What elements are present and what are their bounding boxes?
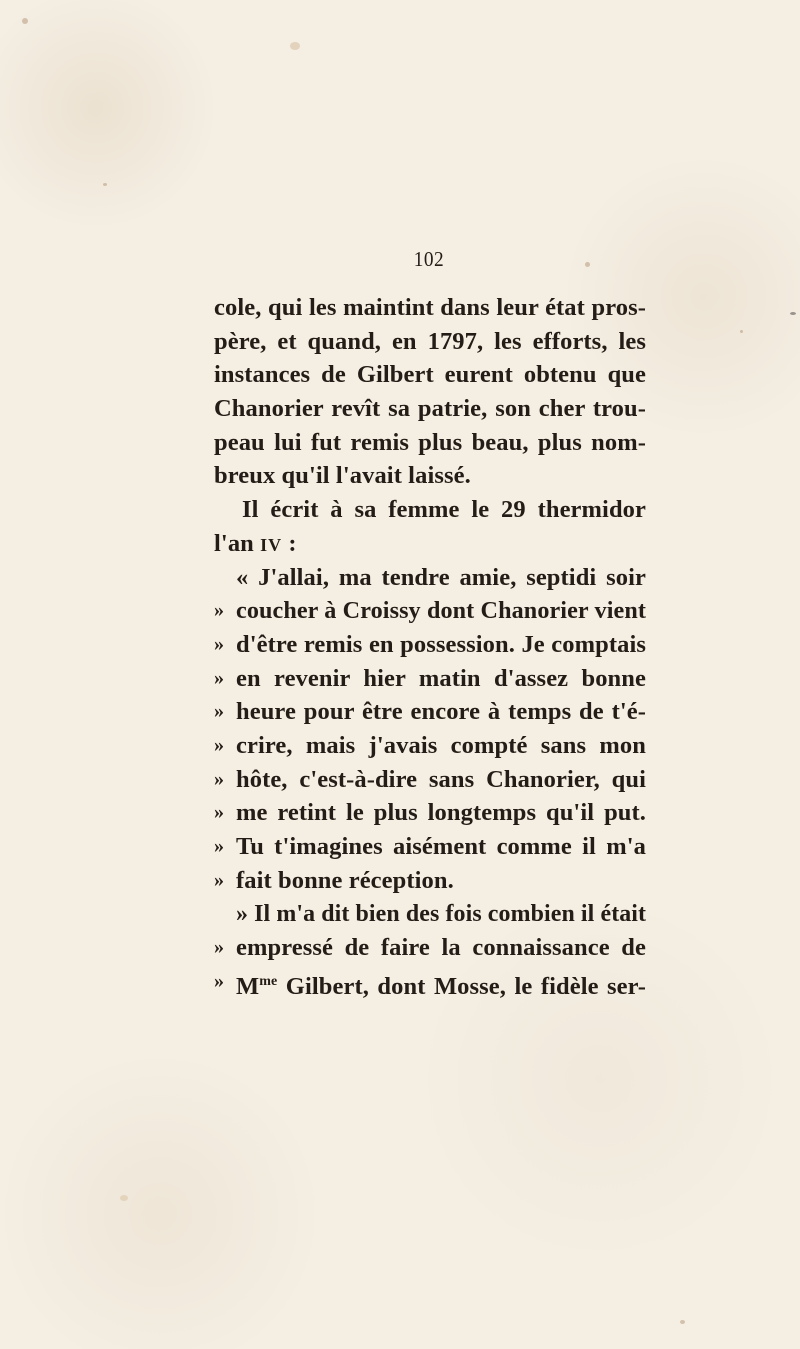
text-line — [214, 729, 646, 763]
paper-speck — [22, 18, 28, 24]
page-number: 102 — [413, 247, 445, 271]
paper-speck — [103, 183, 107, 186]
line-text: l'an IV : — [214, 529, 297, 557]
text-line — [214, 628, 646, 662]
quote-marker: » — [214, 666, 225, 689]
quote-marker: » — [214, 733, 225, 756]
line-text: » Il m'a dit bien des fois combien il était — [236, 900, 647, 928]
line-text: $M^{me}$ Gilbert, dont Mosse, le fidèle ser- — [236, 972, 646, 1000]
line-text: Il écrit à sa femme le 29 thermidor — [242, 496, 646, 524]
paper-speck — [680, 1320, 685, 1324]
quote-marker: » — [214, 936, 225, 959]
line-text: crire, mais j'avais compté sans mon — [236, 731, 646, 759]
text-line — [214, 392, 646, 426]
line-text: hôte, c'est-à-dire sans Chanorier, qui — [236, 765, 646, 793]
text-line — [214, 291, 646, 325]
line-text: d'être remis en possession. Je comptais — [236, 630, 646, 658]
quote-marker: » — [214, 835, 225, 857]
body-text — [214, 291, 646, 998]
text-line — [214, 830, 646, 864]
line-text: instances de Gilbert eurent obtenu que — [214, 361, 646, 389]
line-text: peau lui fut remis plus beau, plus nom- — [214, 428, 646, 456]
text-line — [214, 493, 646, 527]
line-text: père, et quand, en 1797, les efforts, les — [214, 327, 646, 355]
paper-speck — [120, 1195, 128, 1201]
line-text: breux qu'il l'avait laissé. — [214, 462, 471, 490]
quote-marker: » — [214, 969, 225, 992]
text-line — [214, 561, 646, 595]
text-line — [214, 662, 646, 696]
text-line — [214, 965, 646, 999]
text-line — [214, 931, 646, 965]
text-line — [214, 897, 646, 931]
text-line — [214, 796, 646, 830]
paper-speck — [740, 330, 743, 333]
quote-marker: » — [214, 632, 225, 655]
line-text: Tu t'imagines aisément comme il m'a — [236, 833, 646, 860]
text-line — [214, 527, 646, 561]
text-line — [214, 426, 646, 460]
paper-speck — [290, 42, 300, 50]
line-text: empressé de faire la connaissance de — [236, 934, 646, 962]
line-text: coucher à Croissy dont Chanorier vient — [236, 597, 646, 625]
quote-marker: » — [214, 599, 225, 622]
text-line — [214, 325, 646, 359]
text-line — [214, 695, 646, 729]
line-text: heure pour être encore à temps de t'é- — [236, 698, 646, 726]
line-text: fait bonne réception. — [236, 866, 454, 894]
line-text: me retint le plus longtemps qu'il put. — [236, 799, 646, 827]
paper-speck — [790, 312, 796, 315]
quote-marker: » — [214, 801, 225, 824]
line-text: en revenir hier matin d'assez bonne — [236, 664, 646, 692]
text-line — [214, 864, 646, 898]
quote-marker: » — [214, 700, 225, 723]
line-text: « J'allai, ma tendre amie, septidi soir — [236, 563, 646, 591]
text-line — [214, 459, 646, 493]
text-line — [214, 763, 646, 797]
line-text: Chanorier revît sa patrie, son cher trou- — [214, 395, 646, 423]
text-line — [214, 594, 646, 628]
text-line — [214, 358, 646, 392]
quote-marker: » — [214, 868, 225, 891]
quote-marker: » — [214, 767, 225, 790]
line-text: cole, qui les maintint dans leur état pros- — [214, 294, 646, 321]
